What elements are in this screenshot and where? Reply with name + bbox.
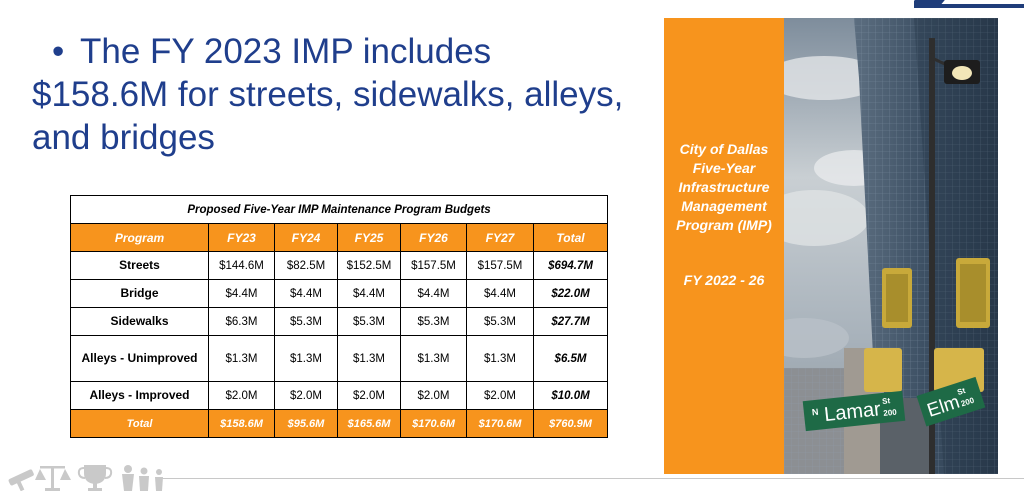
table-caption: Proposed Five-Year IMP Maintenance Program Budgets [71,196,608,224]
row-total: $22.0M [534,280,608,308]
row-total: $6.5M [534,336,608,382]
lamar-sign-number: 200 [882,407,898,418]
total-cell: $170.6M [401,410,467,438]
table-row [71,308,608,336]
column-header: FY27 [467,224,534,252]
table-cell: $4.4M [467,280,534,308]
table-header-row [71,224,608,252]
column-header: FY26 [401,224,467,252]
dallas-street-photo [784,18,998,474]
table-cell: $4.4M [338,280,401,308]
footer-icons [4,460,184,491]
table-cell: $152.5M [338,252,401,280]
table-cell: $2.0M [209,382,275,410]
elm-sign-number: 200 [959,395,976,409]
panel-title [664,140,784,235]
table-cell: $4.4M [275,280,338,308]
table-cell: $1.3M [467,336,534,382]
trophy-icon [79,465,111,491]
scales-icon [35,466,71,491]
budget-table [70,195,608,438]
table-row [71,382,608,410]
row-total: $27.7M [534,308,608,336]
elm-sign-suffix: St [956,385,967,398]
table-cell: $5.3M [467,308,534,336]
table-cell: $1.3M [209,336,275,382]
bullet-dot-icon: • [52,32,65,71]
table-cell: $5.3M [338,308,401,336]
program-name: Streets [71,252,209,280]
table-cell: $157.5M [467,252,534,280]
panel-title-line: City of Dallas [679,141,769,157]
table-cell: $4.4M [401,280,467,308]
elm-sign-label: Elm [924,391,963,422]
row-total: $694.7M [534,252,608,280]
table-cell: $157.5M [401,252,467,280]
panel-title-line: Five-Year [692,160,756,176]
lamar-sign-label: Lamar [823,398,882,427]
table-cell: $1.3M [275,336,338,382]
column-header: Program [71,224,209,252]
program-panel [664,18,784,474]
table-cell: $1.3M [401,336,467,382]
panel-subtitle: FY 2022 - 26 [683,272,765,288]
bullet-point [32,30,632,159]
table-cell: $4.4M [209,280,275,308]
gavel-icon [8,469,35,491]
column-header: FY25 [338,224,401,252]
panel-title-line: Infrastructure [678,179,770,195]
table-row [71,280,608,308]
footer-divider [160,478,1024,479]
program-name: Bridge [71,280,209,308]
program-name: Alleys - Improved [71,382,209,410]
table-row [71,252,608,280]
grand-total: $760.9M [534,410,608,438]
table-cell: $144.6M [209,252,275,280]
table-row [71,336,608,382]
table-cell: $5.3M [275,308,338,336]
total-cell: $158.6M [209,410,275,438]
table-cell: $5.3M [401,308,467,336]
table-cell: $2.0M [401,382,467,410]
bullet-text: The FY 2023 IMP includes $158.6M for streets, sidewalks, alleys, and bridges [32,32,624,157]
column-header: Total [534,224,608,252]
total-label: Total [71,410,209,438]
total-row [71,410,608,438]
program-name: Sidewalks [71,308,209,336]
corner-accent [914,0,1024,14]
people-icon [122,465,163,491]
program-name: Alleys - Unimproved [71,336,209,382]
total-cell: $170.6M [467,410,534,438]
lamar-sign-suffix: St [881,396,891,406]
table-cell: $2.0M [338,382,401,410]
column-header: FY24 [275,224,338,252]
table-cell: $1.3M [338,336,401,382]
column-header: FY23 [209,224,275,252]
total-cell: $165.6M [338,410,401,438]
table-cell: $6.3M [209,308,275,336]
lamar-sign-prefix: N [811,406,819,418]
table-cell: $82.5M [275,252,338,280]
total-cell: $95.6M [275,410,338,438]
table-cell: $2.0M [467,382,534,410]
table-cell: $2.0M [275,382,338,410]
row-total: $10.0M [534,382,608,410]
panel-title-line: Program (IMP) [676,217,772,233]
panel-title-line: Management [681,198,767,214]
